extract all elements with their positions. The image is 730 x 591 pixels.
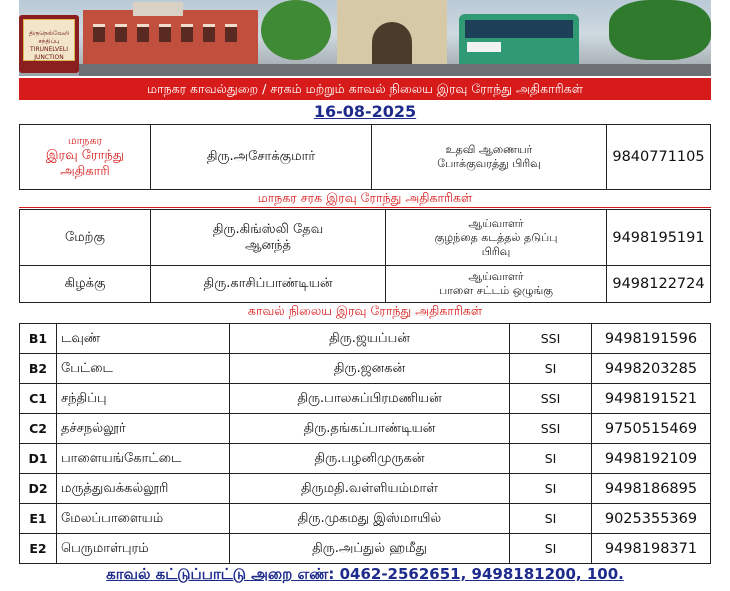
- station-code: C1: [20, 384, 57, 414]
- officer-name: திரு.அப்துல் ஹமீது: [230, 534, 510, 564]
- officer-name: திரு.காசிப்பாண்டியன்: [151, 266, 386, 303]
- table-row: [20, 354, 711, 384]
- station-officers-table: [19, 323, 711, 564]
- building-illustration: [83, 10, 258, 68]
- officer-designation: உதவி ஆணையர் போக்குவரத்து பிரிவு: [372, 125, 607, 190]
- clock-tower-illustration: [337, 0, 447, 70]
- officer-rank: SSI: [510, 324, 592, 354]
- officer-phone: 9498186895: [592, 474, 711, 504]
- officer-name: திருமதி.வள்ளியம்மாள்: [230, 474, 510, 504]
- station-area: தச்சநல்லூர்: [57, 414, 230, 444]
- city-officer-table: [19, 124, 711, 190]
- officer-rank: SI: [510, 534, 592, 564]
- officer-rank: SSI: [510, 414, 592, 444]
- role-cell: மாநகர இரவு ரோந்து அதிகாரி: [20, 125, 151, 190]
- header-banner: [19, 0, 711, 76]
- station-area: மேலப்பாளையம்: [57, 504, 230, 534]
- table-row: [20, 414, 711, 444]
- table-row: [20, 384, 711, 414]
- signboard-text: திருநெல்வேலி சந்திப்பு TIRUNELVELI JUNCTION: [23, 19, 75, 61]
- range-section-title: மாநகர சரக இரவு ரோந்து அதிகாரிகள்: [19, 190, 711, 208]
- officer-rank: SI: [510, 444, 592, 474]
- officer-name: திரு.கிங்ஸ்லி தேவ ஆனந்த்: [151, 210, 386, 266]
- table-row: [20, 266, 711, 303]
- station-area: பெருமாள்புரம்: [57, 534, 230, 564]
- station-code: D1: [20, 444, 57, 474]
- officer-name: திரு.ஜயப்பன்: [230, 324, 510, 354]
- officer-phone: 9750515469: [592, 414, 711, 444]
- table-row: [20, 210, 711, 266]
- report-date: 16-08-2025: [313, 102, 417, 121]
- station-area: சந்திப்பு: [57, 384, 230, 414]
- station-code: C2: [20, 414, 57, 444]
- station-code: E2: [20, 534, 57, 564]
- table-row: [20, 534, 711, 564]
- table-row: [20, 474, 711, 504]
- officer-phone: 9498195191: [607, 210, 711, 266]
- officer-designation: ஆய்வாளர் குழந்தை கடத்தல் தடுப்பு பிரிவு: [386, 210, 607, 266]
- station-area: டவுண்: [57, 324, 230, 354]
- tree-illustration: [609, 0, 711, 60]
- station-code: D2: [20, 474, 57, 504]
- officer-phone: 9498191521: [592, 384, 711, 414]
- officer-name: திரு.பழனிமுருகன்: [230, 444, 510, 474]
- zone-cell: மேற்கு: [20, 210, 151, 266]
- station-code: B2: [20, 354, 57, 384]
- road-illustration: [79, 64, 711, 76]
- page-title: மாநகர காவல்துறை / சரகம் மற்றும் காவல் நிலைய இரவு ரோந்து அதிகாரிகள்: [19, 78, 711, 100]
- bus-illustration: [459, 14, 579, 70]
- table-row: [20, 444, 711, 474]
- officer-designation: ஆய்வாளர் பாளை சட்டம் ஒழுங்கு: [386, 266, 607, 303]
- officer-phone: 9498191596: [592, 324, 711, 354]
- tree-illustration: [261, 0, 331, 60]
- officer-name: திரு.தங்கப்பாண்டியன்: [230, 414, 510, 444]
- officer-phone: 9498198371: [592, 534, 711, 564]
- station-signboard: [19, 15, 79, 73]
- station-code: B1: [20, 324, 57, 354]
- officer-rank: SI: [510, 474, 592, 504]
- station-code: E1: [20, 504, 57, 534]
- station-section-title: காவல் நிலைய இரவு ரோந்து அதிகாரிகள்: [247, 303, 483, 318]
- officer-name: திரு.ஜனகன்: [230, 354, 510, 384]
- officer-phone: 9498192109: [592, 444, 711, 474]
- control-room-footer: காவல் கட்டுப்பாட்டு அறை எண்: 0462-2562651, 9498181200, 100.: [106, 565, 624, 583]
- officer-rank: SI: [510, 504, 592, 534]
- table-row: [20, 125, 711, 190]
- table-row: [20, 504, 711, 534]
- officer-phone: 9498203285: [592, 354, 711, 384]
- officer-rank: SI: [510, 354, 592, 384]
- officer-phone: 9498122724: [607, 266, 711, 303]
- zone-cell: கிழக்கு: [20, 266, 151, 303]
- range-officers-table: [19, 209, 711, 303]
- table-row: [20, 324, 711, 354]
- officer-phone: 9025355369: [592, 504, 711, 534]
- station-area: பேட்டை: [57, 354, 230, 384]
- officer-name: திரு.பாலசுப்பிரமணியன்: [230, 384, 510, 414]
- officer-name: திரு.முகமது இஸ்மாயில்: [230, 504, 510, 534]
- station-area: மருத்துவக்கல்லூரி: [57, 474, 230, 504]
- officer-phone: 9840771105: [607, 125, 711, 190]
- officer-name: திரு.அசோக்குமார்: [151, 125, 372, 190]
- officer-rank: SSI: [510, 384, 592, 414]
- station-area: பாளையங்கோட்டை: [57, 444, 230, 474]
